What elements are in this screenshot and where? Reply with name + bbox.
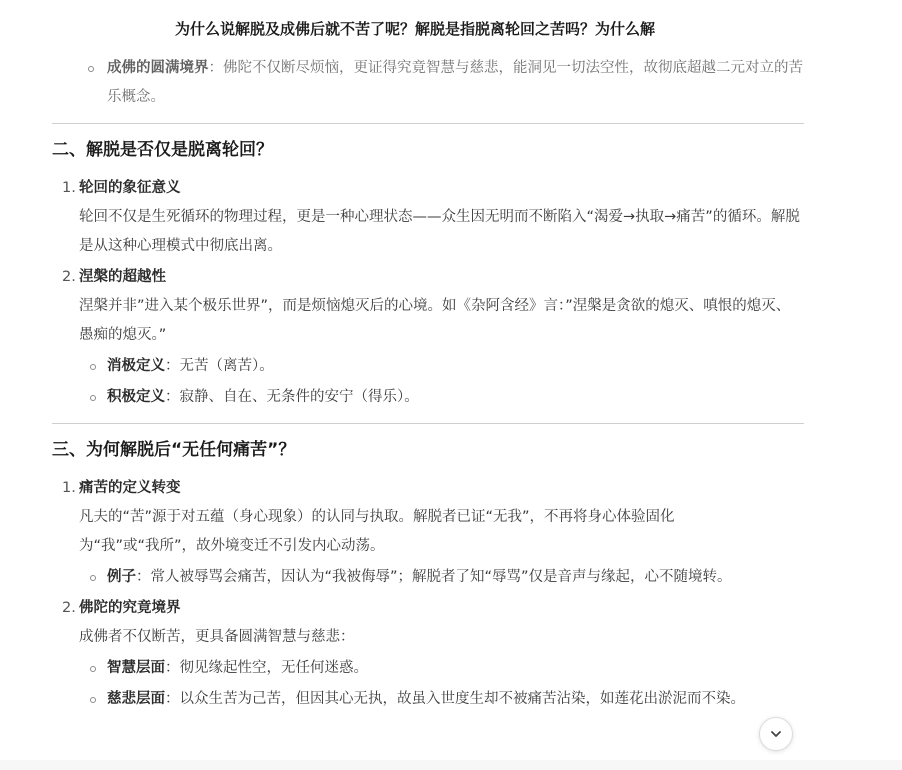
list-number: 2. — [62, 600, 76, 616]
list-item-title: 痛苦的定义转变 — [79, 480, 181, 496]
bullet-icon — [90, 575, 96, 581]
sub-bullet — [52, 383, 804, 412]
bullet-label: 积极定义 — [107, 389, 165, 405]
section-heading-2: 二、解脱是否仅是脱离轮回？ — [52, 140, 273, 160]
list-item-title: 涅槃的超越性 — [79, 269, 166, 285]
bullet-text: ：以众生苦为己苦，但因其心无执，故虽入世度生却不被痛苦沾染，如莲花出淤泥而不染。 — [165, 691, 745, 707]
list-item-body: 轮回不仅是生死循环的物理过程，更是一种心理状态——众生因无明而不断陷入“渴爱→执取→痛苦”的循环。解脱是从这种心理模式中彻底出离。 — [79, 209, 800, 254]
bullet-label: 慈悲层面 — [107, 691, 165, 707]
list-item — [52, 174, 804, 261]
sub-bullet — [52, 654, 804, 683]
bullet-text: ：常人被辱骂会痛苦，因认为“我被侮辱”；解脱者了知“辱骂”仅是音声与缘起，心不随境转。 — [136, 569, 732, 585]
bullet-icon — [90, 395, 96, 401]
intro-bullet — [52, 54, 804, 112]
list-number: 1. — [62, 480, 76, 496]
answer-content — [52, 54, 804, 716]
sub-bullet — [52, 563, 804, 592]
list-item — [52, 263, 804, 350]
list-item — [52, 594, 804, 652]
list-item-body: 涅槃并非”进入某个极乐世界”，而是烦恼熄灭后的心境。如《杂阿含经》言：”涅槃是贪欲的熄灭、嗔恨的熄灭、愚痴的熄灭。” — [79, 298, 791, 343]
list-item-body-line: 凡夫的“苦”源于对五蕴（身心现象）的认同与执取。解脱者已证“无我”，不再将身心体验固化 — [79, 509, 675, 525]
bottom-fade — [0, 760, 902, 770]
bullet-label: 例子 — [107, 569, 136, 585]
bullet-label: 成佛的圆满境界 — [107, 60, 209, 76]
chevron-down-icon — [769, 727, 783, 741]
list-item-body-line: 为“我”或“我所”，故外境变迁不引发内心动荡。 — [79, 538, 385, 554]
list-item-title: 佛陀的究竟境界 — [79, 600, 181, 616]
scroll-to-bottom-button[interactable] — [759, 717, 793, 751]
section-heading-3: 三、为何解脱后“无任何痛苦”？ — [52, 440, 296, 460]
bullet-icon — [90, 364, 96, 370]
list-item — [52, 474, 804, 561]
page-title: 为什么说解脱及成佛后就不苦了呢？解脱是指脱离轮回之苦吗？为什么解 — [174, 20, 655, 38]
list-item-title: 轮回的象征意义 — [79, 180, 181, 196]
bullet-icon — [90, 697, 96, 703]
sub-bullet — [52, 352, 804, 381]
bullet-label: 消极定义 — [107, 358, 165, 374]
bullet-label: 智慧层面 — [107, 660, 165, 676]
bullet-icon — [90, 666, 96, 672]
bullet-text: ：彻见缘起性空，无任何迷惑。 — [165, 660, 368, 676]
list-number: 1. — [62, 180, 76, 196]
list-item-body: 成佛者不仅断苦，更具备圆满智慧与慈悲： — [79, 629, 355, 645]
bullet-text: ：无苦（离苦）。 — [165, 358, 274, 374]
section-divider — [52, 423, 804, 424]
sub-bullet — [52, 685, 804, 714]
bullet-text: ：寂静、自在、无条件的安宁（得乐）。 — [165, 389, 419, 405]
section-divider — [52, 123, 804, 124]
bullet-text: ：佛陀不仅断尽烦恼，更证得究竟智慧与慈悲，能洞见一切法空性，故彻底超越二元对立的苦乐概念。 — [107, 60, 803, 105]
bullet-icon — [88, 66, 94, 72]
list-number: 2. — [62, 269, 76, 285]
